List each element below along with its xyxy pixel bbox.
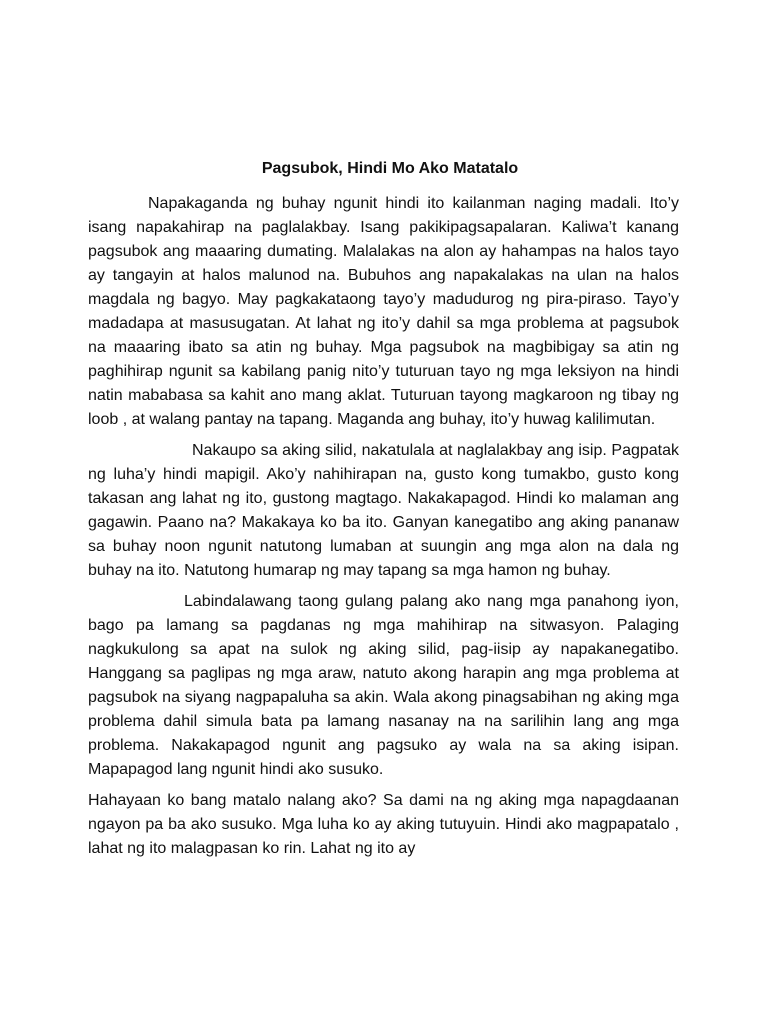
paragraph-4: Hahayaan ko bang matalo nalang ako? Sa dami na ng aking mga napagdaanan ngayon pa ba ako susuko. Mga luha ko ay aking tutuyuin. Hindi ako magpapatalo , lahat ng ito malagpasan ko rin. Lahat ng ito ay bbox=[88, 792, 679, 857]
document-body bbox=[88, 192, 679, 861]
paragraph-1: Napakaganda ng buhay ngunit hindi ito kailanman naging madali. Ito’y isang napakahirap na paglalakbay. Isang pakikipagsapalaran. Kaliwa’t kanang pagsubok ang maaaring dumating. Malalakas na alon ay hahampas na halos tayo ay tangayin at halos malunod na. Bubuhos ang napakalakas na ulan na halos magdala ng bagyo. May pagkakataong tayo’y madudurog ng pira-piraso. Tayo’y madadapa at masusugatan. At lahat ng ito’y dahil sa mga problema at pagsubok na maaaring ibato sa atin ng buhay. Mga pagsubok na magbibigay sa atin ng paghihirap ngunit sa kabilang panig nito’y tuturuan tayo ng mga leksiyon na hindi natin mababasa sa kahit ano mang aklat. Tuturuan tayong magkaroon ng tibay ng loob , at walang pantay na tapang. Maganda ang buhay, ito’y huwag kalilimutan. bbox=[88, 195, 679, 428]
paragraph-3: Labindalawang taong gulang palang ako nang mga panahong iyon, bago pa lamang sa pagdanas ng mga mahihirap na sitwasyon. Palaging nagkukulong sa apat na sulok ng aking silid, pag-iisip ay napakanegatibo. Hanggang sa paglipas ng mga araw, natuto akong harapin ang mga problema at pagsubok na siyang nagpapaluha sa akin. Wala akong pinagsabihan ng aking mga problema dahil simula bata pa lamang nasanay na na sarilihin lang ang mga problema. Nakakapagod ngunit ang pagsuko ay wala na sa aking isipan. Mapapagod lang ngunit hindi ako susuko. bbox=[88, 593, 679, 778]
document-title: Pagsubok, Hindi Mo Ako Matatalo bbox=[261, 160, 519, 177]
paragraph-2: Nakaupo sa aking silid, nakatulala at naglalakbay ang isip. Pagpatak ng luha’y hindi mapigil. Ako’y nahihirapan na, gusto kong tumakbo, gusto kong takasan ang lahat ng ito, gustong magtago. Nakakapagod. Hindi ko malaman ang gagawin. Paano na? Makakaya ko ba ito. Ganyan kanegatibo ang aking pananaw sa buhay noon ngunit natutong lumaban at suungin ang mga alon na dala ng buhay na ito. Natutong humarap ng may tapang sa mga hamon ng buhay. bbox=[88, 442, 679, 579]
